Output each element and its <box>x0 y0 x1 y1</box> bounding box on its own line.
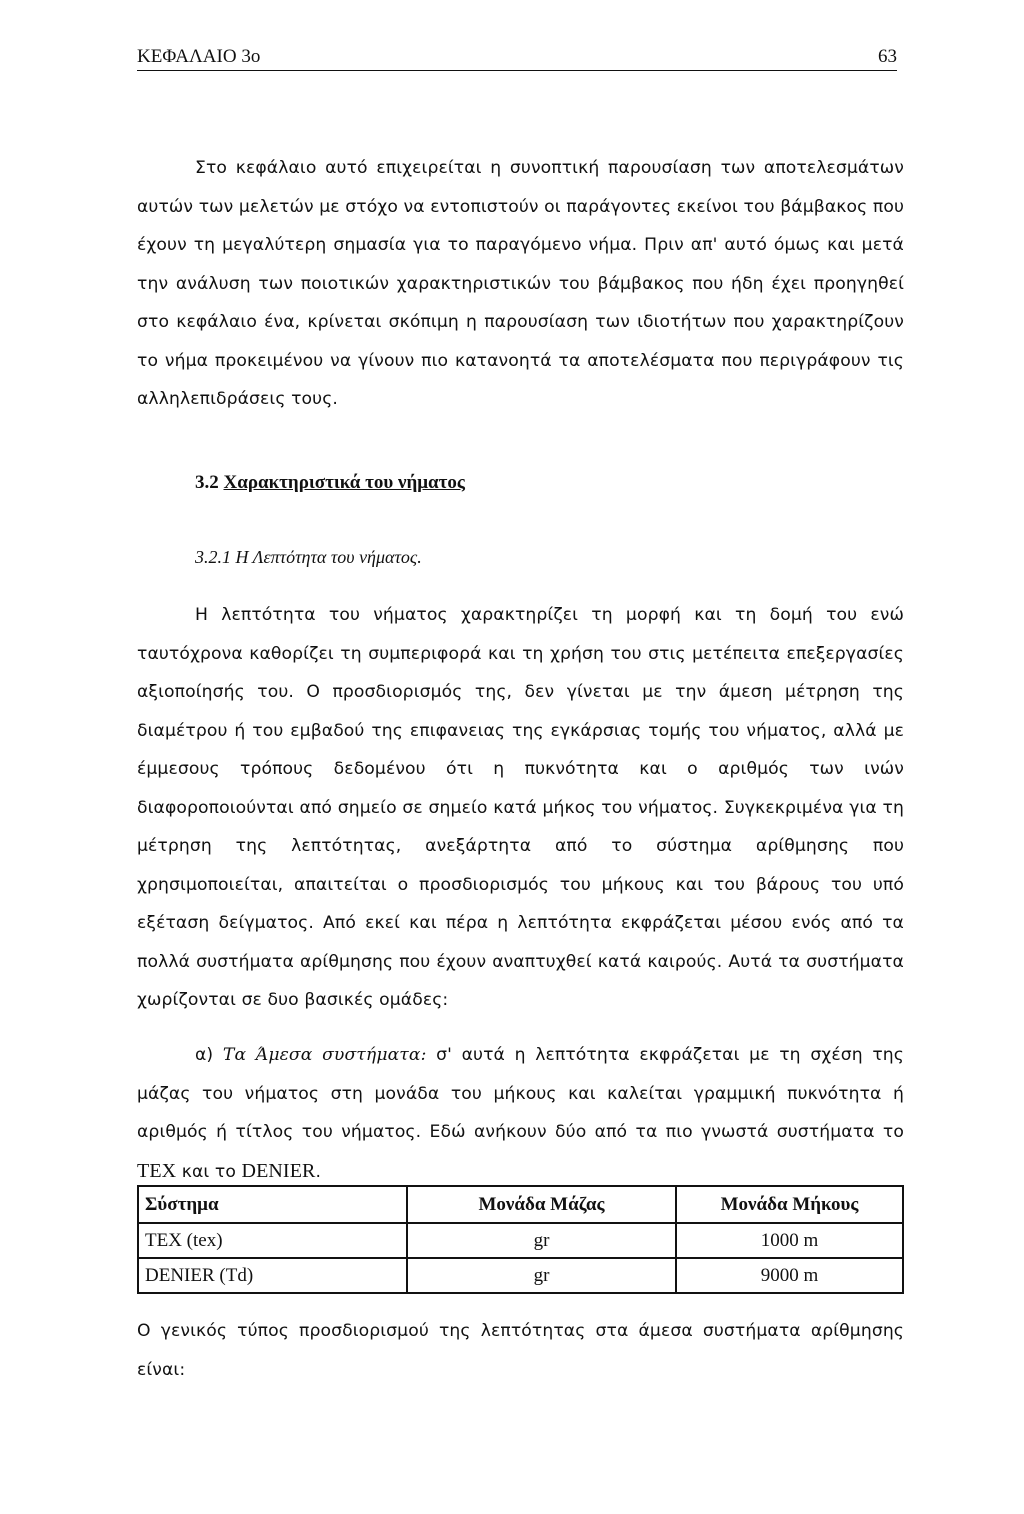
fineness-paragraph: Η λεπτότητα του νήματος χαρακτηρίζει τη μορφή και τη δομή του ενώ ταυτόχρονα καθορίζει τη συμπεριφορά και τη χρήση του στις μετέπειτα επεξεργασίες αξιοποίησής του. Ο προσδιορισμός της, δεν γίνεται με την άμεση μέτρηση της διαμέτρου ή του εμβαδού της επιφανειας της εγκάρσιας τομής του νήματος, αλλά με έμμεσους τρόπους δεδομένου ότι η πυκνότητα και ο αριθμός των ινών διαφοροποιούνται από σημείο σε σημείο κατά μήκος του νήματος. Συγκεκριμένα για τη μέτρηση της λεπτότητας, ανεξάρτητα από το σύστημα αρίθμησης που χρησιμοποιείται, απαιτείται ο προσδιορισμός του μήκους και του βάρους του υπό εξέταση δείγματος. Από εκεί και πέρα η λεπτότητα εκφράζεται μέσου ενός από τα πολλά συστήματα αρίθμησης που έχουν αναπτυχθεί κατά καιρούς. Αυτά τα συστήματα χωρίζονται σε δυο βασικές ομάδες: <box>137 605 904 1011</box>
cell-system: TEX (tex) <box>138 1223 407 1258</box>
table-row <box>138 1223 903 1258</box>
intro-paragraph: Στο κεφάλαιο αυτό επιχειρείται η συνοπτική παρουσίαση των αποτελεσμάτων αυτών των μελετών με στόχο να εντοπιστούν οι παράγοντες εκείνοι του βάμβακος που έχουν τη μεγαλύτερη σημασία για το παραγόμενο νήμα. Πριν απ' αυτό όμως και μετά την ανάλυση των ποιοτικών χαρακτηριστικών του βάμβακος που ήδη έχει προηγηθεί στο κεφάλαιο ένα, κρίνεται σκόπιμη η παρουσίαση των ιδιοτήτων που χαρακτηρίζουν το νήμα προκειμένου να γίνουν πιο κατανοητά τα αποτελέσματα που περιγράφουν τις αλληλεπιδράσεις τους. <box>137 158 904 410</box>
page-number: 63 <box>878 46 897 67</box>
page-header <box>137 44 897 71</box>
item-text-end: . <box>315 1161 322 1182</box>
formula-intro-paragraph: Ο γενικός τύπος προσδιορισμού της λεπτότητας στα άμεσα συστήματα αρίθμησης είναι: <box>137 1321 904 1380</box>
cell-mass-unit: gr <box>407 1258 676 1293</box>
denier-term: DENIER <box>241 1159 316 1182</box>
item-text-mid: και το <box>176 1161 242 1182</box>
header-length-unit: Μονάδα Μήκους <box>676 1186 903 1223</box>
subsection-heading: 3.2.1 Η Λεπτότητα του νήματος. <box>195 547 422 567</box>
section-title: Χαρακτηριστικά του νήματος <box>223 472 465 493</box>
header-mass-unit: Μονάδα Μάζας <box>407 1186 676 1223</box>
table-header-row <box>138 1186 903 1223</box>
units-table <box>137 1185 904 1294</box>
cell-length-unit: 9000 m <box>676 1258 903 1293</box>
tex-term: TEX <box>137 1159 177 1182</box>
chapter-label: ΚΕΦΑΛΑΙΟ 3ο <box>137 46 261 67</box>
cell-mass-unit: gr <box>407 1223 676 1258</box>
item-label: Τα Άμεσα συστήματα: <box>222 1045 427 1066</box>
item-prefix: α) <box>195 1045 223 1066</box>
cell-system: DENIER (Td) <box>138 1258 407 1293</box>
cell-length-unit: 1000 m <box>676 1223 903 1258</box>
item-text-before: σ' αυτά η λεπτότητα εκφράζεται με τη σχέση της μάζας του νήματος στη μονάδα του μήκους και καλείται γραμμική πυκνότητα ή αριθμός ή τίτλος του νήματος. Εδώ ανήκουν δύο από τα πιο γνωστά συστήματα το <box>137 1045 904 1143</box>
section-heading <box>195 472 465 494</box>
section-number: 3.2 <box>195 472 219 493</box>
table-row <box>138 1258 903 1293</box>
direct-systems-paragraph <box>137 1036 904 1191</box>
header-system: Σύστημα <box>138 1186 407 1223</box>
